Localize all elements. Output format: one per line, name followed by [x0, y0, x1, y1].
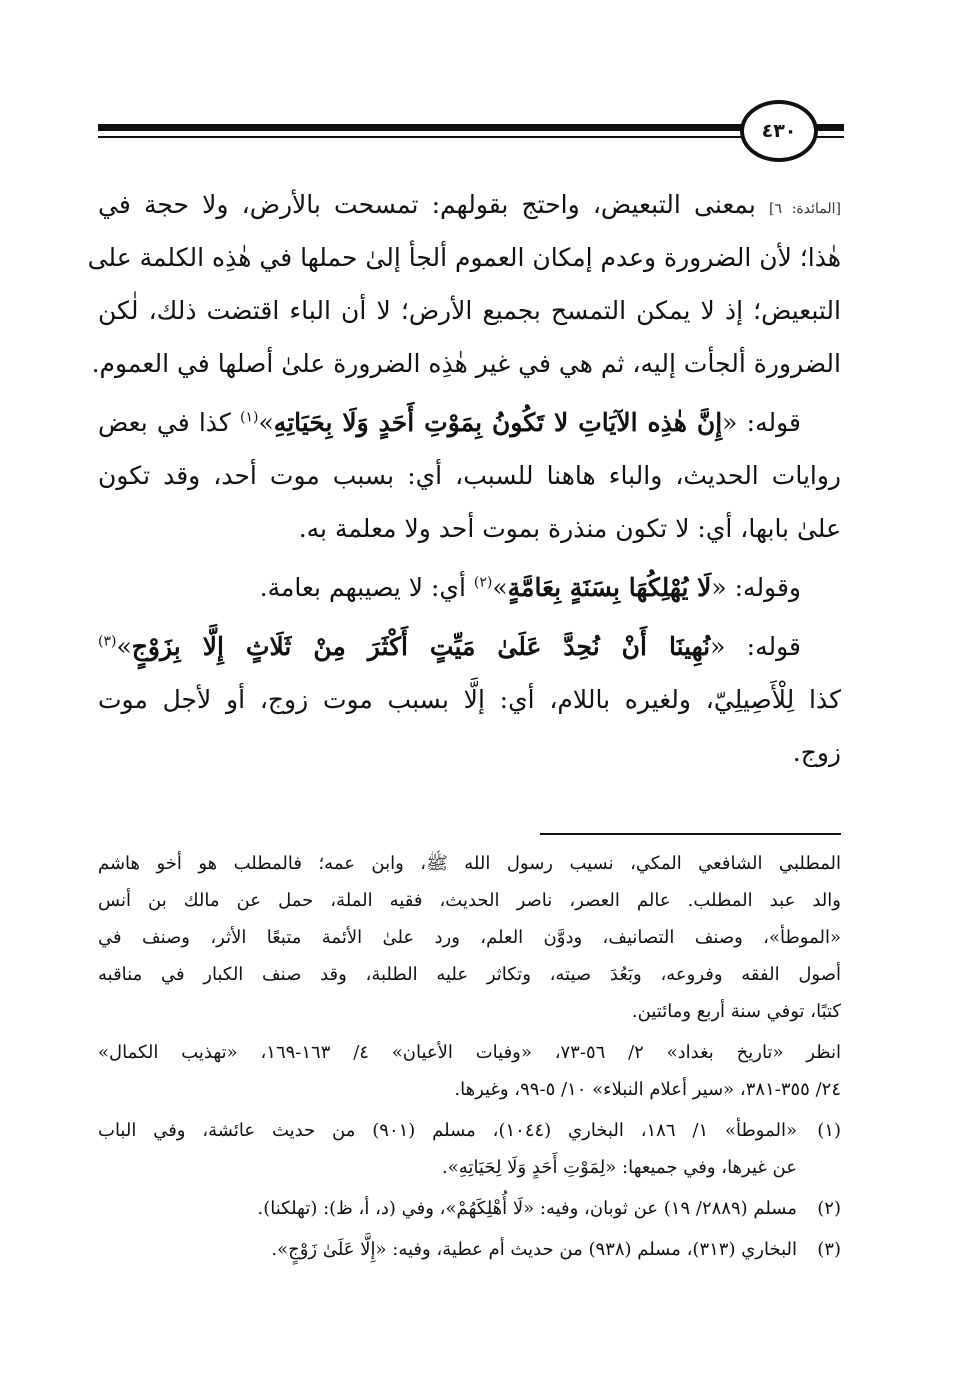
- footnote-item: [98, 1231, 841, 1268]
- footnote-ref: (٢): [473, 574, 493, 591]
- hadith-quote: إِنَّ هٰذِه الآيَاتِ لا تَكُونُ بِمَوْتِ أَحَدٍ وَلَا بِحَيَاتِهِ: [273, 408, 723, 437]
- footnote-ref: (١): [240, 409, 259, 426]
- footnote-line: المطلبي الشافعي المكي، نسيب رسول الله ﷺ، وابن عمه؛ فالمطلب هو أخو هاشم: [98, 853, 841, 874]
- header-rule-right-thin: [816, 136, 844, 138]
- quran-reference: [المائدة: ٦]: [769, 201, 841, 217]
- footnote-line: «الموطأ» ١/ ١٨٦، البخاري (١٠٤٤)، مسلم (٩٠١) من حديث عائشة، وفي الباب: [98, 1120, 798, 1141]
- main-text: [87, 178, 841, 779]
- footnote-line: أصول الفقه وفروعه، وبَعُدَ صيته، وتكاثر عليه الطلبة، وقد صنف الكبار في مناقبه: [98, 964, 841, 985]
- footnote-item: [98, 1112, 841, 1186]
- text-line: وقوله: «لَا يُهْلِكُهَا بِسَنَةٍ بِعَامَّةٍ»$^{(٢)}$ أي: لا يصيبهم بعامة.: [259, 573, 801, 602]
- footnote-line: ٢٤/ ٣٥٥-٣٨١، «سير أعلام النبلاء» ١٠/ ٥-٩٩، وغيرها.: [454, 1079, 841, 1100]
- text-line: قوله: «إِنَّ هٰذِه الآيَاتِ لا تَكُونُ بِمَوْتِ أَحَدٍ وَلَا بِحَيَاتِهِ»$^{(١)}$ كذا في بعض: [98, 408, 801, 437]
- text-line: قوله: «نُهِينَا أَنْ نُحِدَّ عَلَىٰ مَيِّتٍ أَكْثَرَ مِنْ ثَلَاثٍ إِلَّا بِزَوْجٍ»$^{(٣)}$: [98, 632, 801, 661]
- footnote-ref: (٣): [98, 633, 117, 650]
- page-number: ٤٣٠: [761, 120, 797, 142]
- text-line: علىٰ بابها، أي: لا تكون منذرة بموت أحد ولا معلمة به.: [298, 514, 841, 543]
- hadith-quote: لَا يُهْلِكُهَا بِسَنَةٍ بِعَامَّةٍ: [507, 573, 712, 602]
- hadith-quote: نُهِينَا أَنْ نُحِدَّ عَلَىٰ مَيِّتٍ أَكْثَرَ مِنْ ثَلَاثٍ إِلَّا بِزَوْجٍ: [131, 632, 711, 661]
- footnote-item: [98, 1190, 841, 1227]
- footnote-separator: [540, 833, 841, 835]
- page-number-badge: [740, 100, 818, 162]
- header-rule-right: [816, 124, 844, 131]
- header-rule: [98, 124, 744, 131]
- footnote-number: (١): [817, 1120, 841, 1141]
- footnote-line: «الموطأ»، وصنف التصانيف، ودوَّن العلم، ورد علىٰ الأئمة متبعًا الأثر، وصنف في: [98, 927, 841, 948]
- text-line: هٰذا؛ لأن الضرورة وعدم إمكان العموم ألجأ إلىٰ حملها في هٰذِه الكلمة على: [87, 243, 841, 272]
- text-line: التبعيض؛ إذ لا يمكن التمسح بجميع الأرض؛ لا أن الباء اقتضت ذلك، لٰكن: [98, 296, 841, 325]
- text-line: [المائدة: ٦] بمعنى التبعيض، واحتج بقولهم: تمسحت بالأرض، ولا حجة في: [98, 190, 841, 219]
- footnote-number: (٢): [817, 1198, 841, 1219]
- footnote-line: البخاري (٣١٣)، مسلم (٩٣٨) من حديث أم عطية، وفيه: «إِلَّا عَلَىٰ زَوْجٍ».: [271, 1239, 797, 1260]
- footnotes: [98, 845, 841, 1268]
- footnote-line: مسلم (٢٨٨٩/ ١٩) عن ثوبان، وفيه: «لَا أُهْلِكَهُمْ»، وفي (د، أ، ظ): (تهلكنا).: [257, 1198, 797, 1219]
- footnote-line: كتبًا، توفي سنة أربع ومائتين.: [631, 1001, 841, 1022]
- footnote-line: انظر «تاريخ بغداد» ٢/ ٥٦-٧٣، «وفيات الأعيان» ٤/ ١٦٣-١٦٩، «تهذيب الكمال»: [98, 1042, 841, 1063]
- text-line: كذا لِلْأَصِيلِيّ، ولغيره باللام، أي: إلَّا بسبب موت زوج، أو لأجل موت: [98, 685, 841, 714]
- footnote-number: (٣): [817, 1239, 841, 1260]
- footnote-line: عن غيرها، وفي جميعها: «لِمَوْتِ أَحَدٍ وَلَا لِحَيَاتِهِ».: [442, 1157, 797, 1178]
- header-rule-thin: [98, 136, 744, 138]
- text-line: روايات الحديث، والباء هاهنا للسبب، أي: بسبب موت أحد، وقد تكون: [98, 461, 841, 490]
- text-line: زوج.: [792, 738, 841, 767]
- text-line: الضرورة ألجأت إليه، ثم هي في غير هٰذِه الضرورة علىٰ أصلها في العموم.: [91, 349, 841, 378]
- footnote-line: والد عبد المطلب. عالم العصر، ناصر الحديث، فقيه الملة، حمل عن مالك بن أنس: [98, 890, 841, 911]
